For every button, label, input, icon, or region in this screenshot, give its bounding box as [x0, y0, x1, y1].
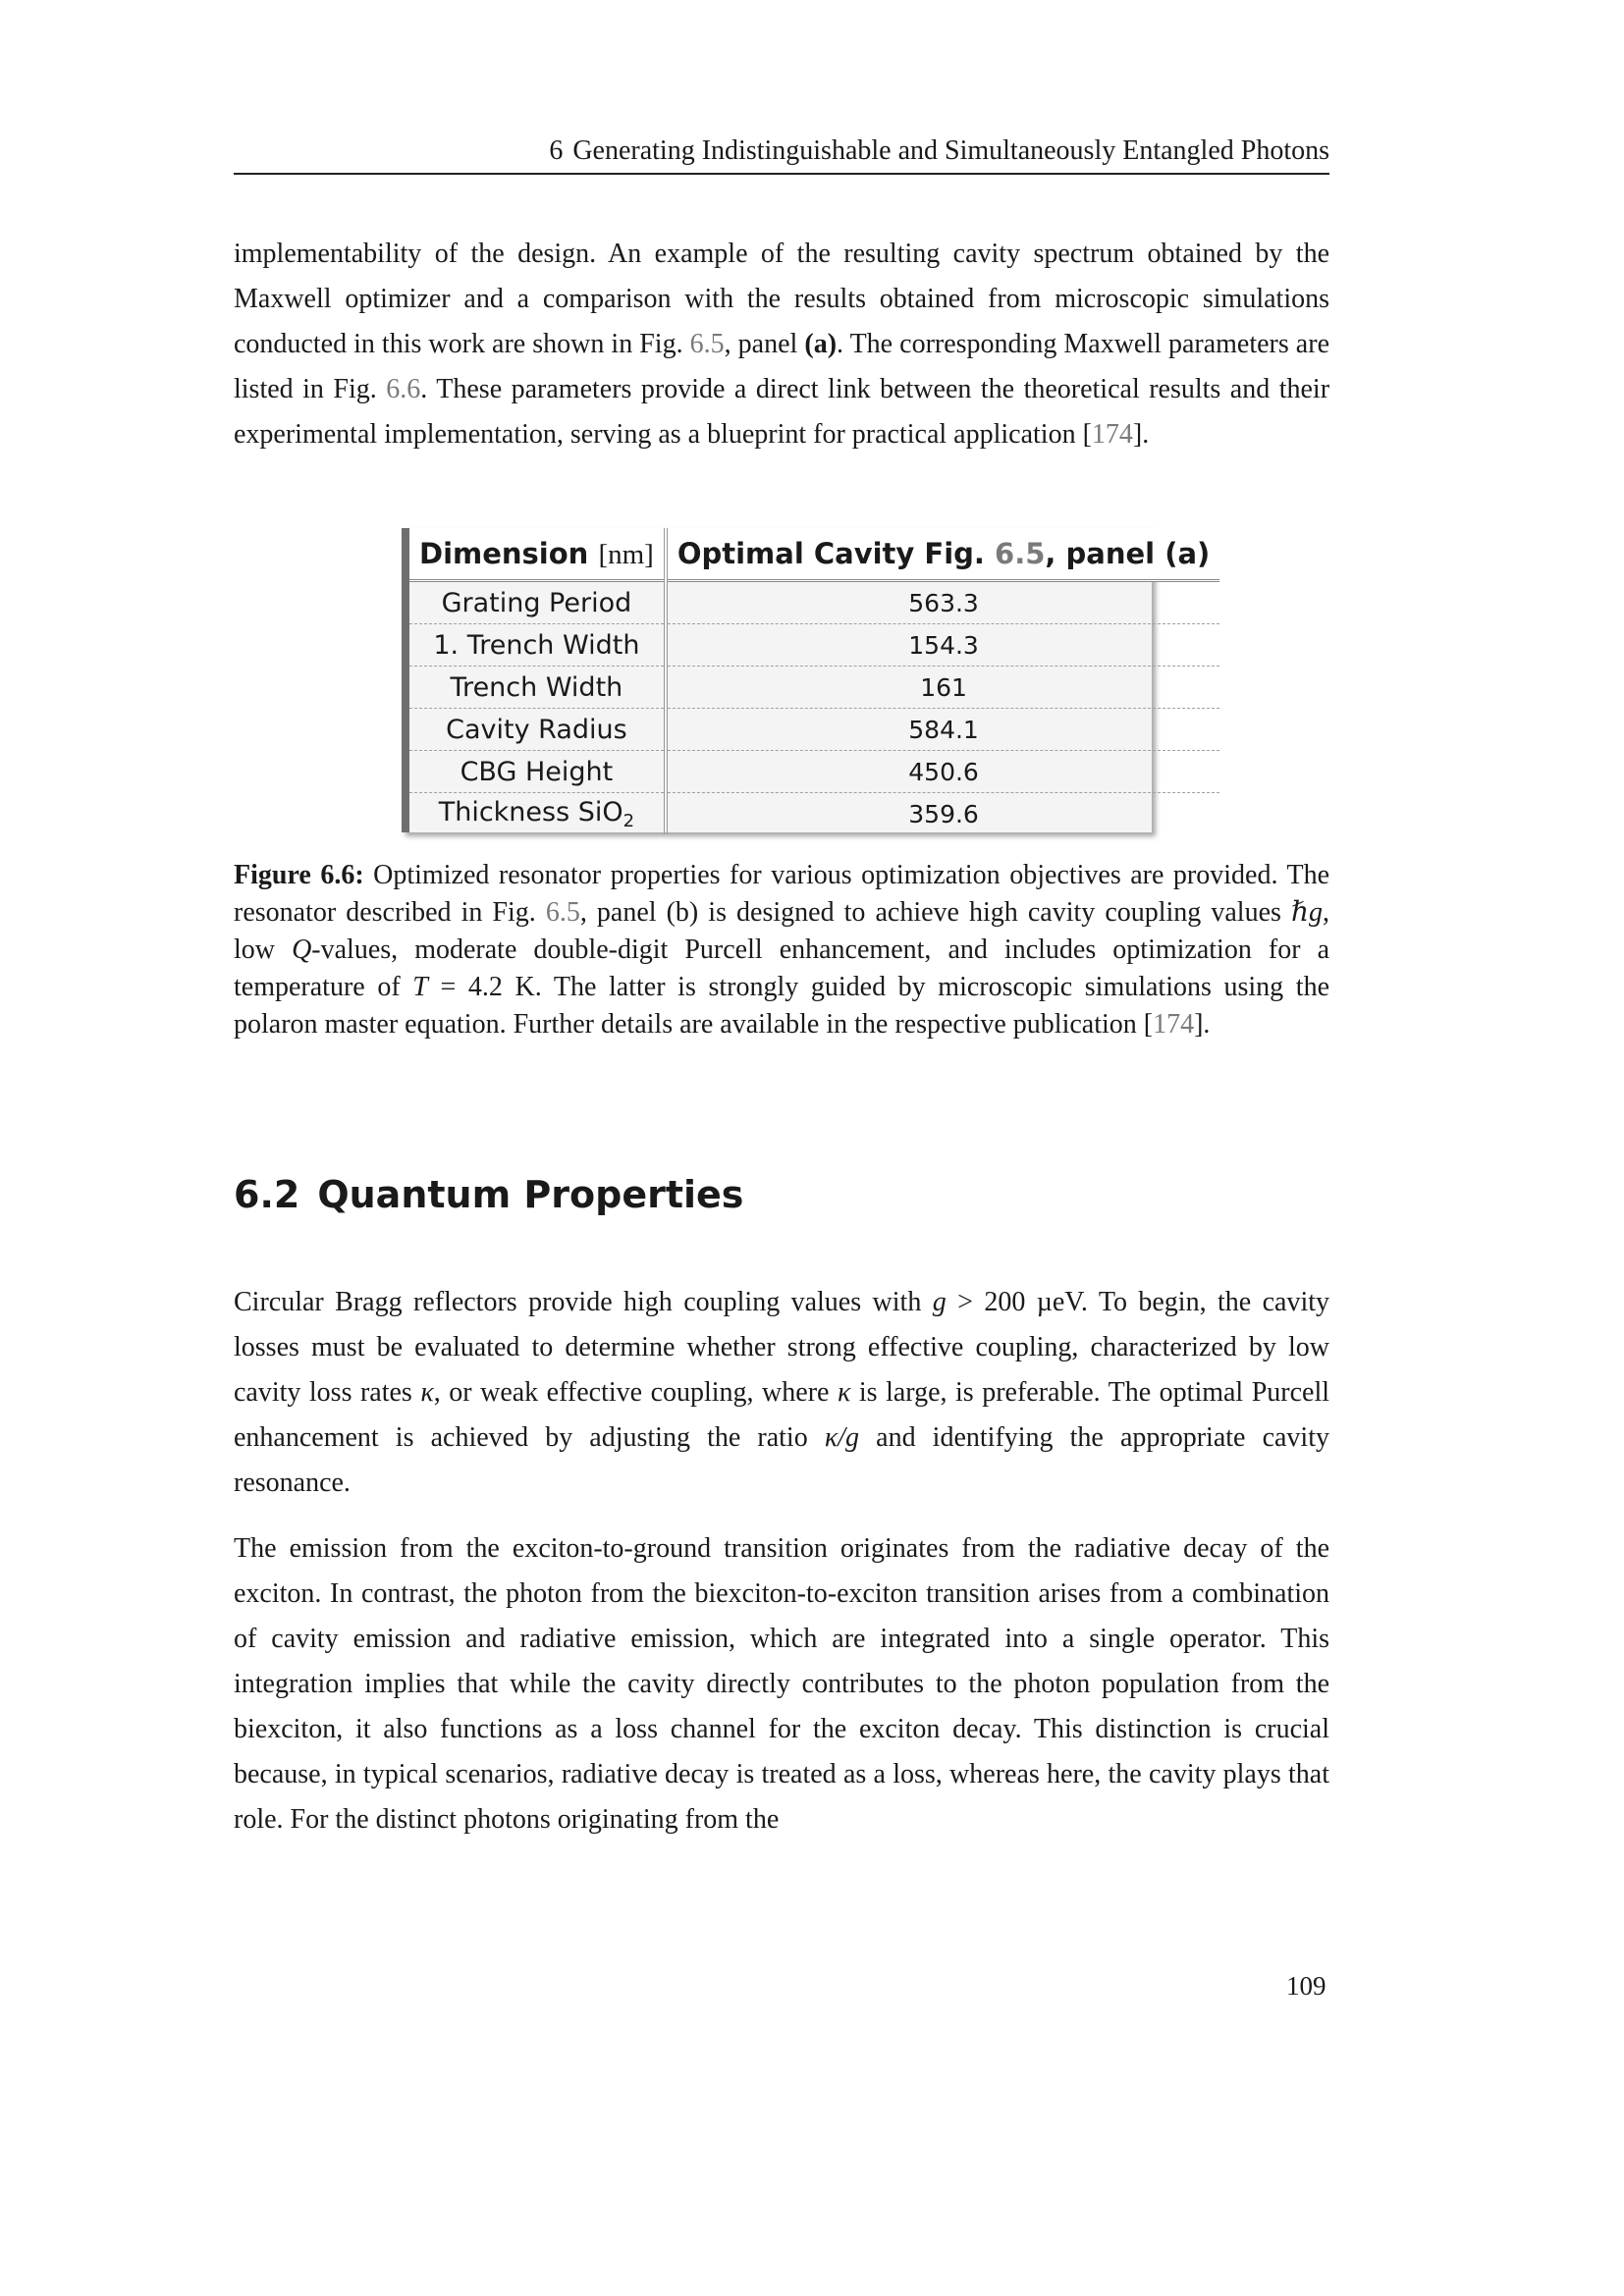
chapter-number: 6: [549, 135, 564, 166]
math-kappa: κ: [420, 1377, 434, 1408]
dimension-cell: CBG Height: [409, 751, 666, 793]
dimension-cell: Grating Period: [409, 581, 666, 624]
math-t: T: [412, 972, 428, 1002]
text-run: > 200 µeV. To begin, the cavity losses must be evaluated to determine whether strong effective coupling, characterized by low cavity loss rates: [234, 1287, 1330, 1408]
text-run: -values, moderate double-digit Purcell enhancement, and includes optimization for a temperature of: [234, 934, 1330, 1002]
table-header-dimension: Dimension [nm]: [409, 528, 666, 581]
text-run: implementability of the design. An example of the resulting cavity spectrum obtained by the Maxwell optimizer and a comparison with the results obtained from microscopic simulations conducted in this work are shown in Fig.: [234, 239, 1329, 359]
value-cell: 563.3: [666, 581, 1219, 624]
text-run: , panel (b) is designed to achieve high cavity coupling values: [579, 897, 1281, 928]
text-run: , panel: [724, 329, 798, 359]
table-row: [409, 751, 1219, 793]
value-cell: 450.6: [666, 751, 1219, 793]
table-header-optimal-cavity: Optimal Cavity Fig. 6.5, panel (a): [666, 528, 1219, 581]
figure-link[interactable]: 6.6: [386, 374, 421, 404]
dimension-cell: 1. Trench Width: [409, 624, 666, 667]
figure-link[interactable]: 6.5: [545, 897, 580, 928]
value-cell: 584.1: [666, 709, 1219, 751]
text-run: . The latter is strongly guided by microscopic simulations using the polaron master equation. Further details are available in the respective publication [: [234, 972, 1330, 1040]
figure-caption: [234, 857, 1329, 1043]
text-run: Circular Bragg reflectors provide high coupling values with: [234, 1287, 922, 1317]
value-cell: 154.3: [666, 624, 1219, 667]
dimension-cell: Thickness SiO$_2$: [409, 793, 666, 835]
parameters-table: [402, 528, 1211, 832]
page-number: 109: [1286, 1971, 1326, 2001]
math-q: Q: [292, 934, 312, 965]
text-run: is large, is preferable. The optimal Purcell enhancement is achieved by adjusting the ratio: [234, 1377, 1330, 1453]
citation-link[interactable]: 174: [1153, 1009, 1195, 1040]
citation-link[interactable]: 174: [1091, 419, 1133, 450]
text-run: , or weak effective coupling, where: [433, 1377, 830, 1408]
text-run: Optimized resonator properties for various optimization objectives are provided. The resonator described in Fig.: [234, 860, 1329, 928]
table-row: [409, 709, 1219, 751]
running-header: [234, 130, 1329, 175]
paragraph-bragg: [234, 1280, 1329, 1506]
text-run: , low: [234, 897, 1330, 965]
table-row: [409, 793, 1219, 835]
table-row: [409, 667, 1219, 709]
section-number: 6.2: [234, 1173, 300, 1216]
panel-label: (a): [804, 329, 838, 359]
text-run: . These parameters provide a direct link between the theoretical results and their experimental implementation, serving as a blueprint for practical application [: [234, 374, 1330, 450]
text-run: ].: [1132, 419, 1150, 450]
section-heading: [234, 1173, 743, 1216]
math-kappa: κ: [837, 1377, 851, 1408]
math-g: g: [932, 1287, 947, 1317]
table-row: [409, 581, 1219, 624]
figure-link[interactable]: 6.5: [689, 329, 725, 359]
paragraph-emission: The emission from the exciton-to-ground transition originates from the radiative decay of the exciton. In contrast, the photon from the biexciton-to-exciton transition arises from a combination of cavity emission and radiative emission, which are integrated into a single operator. This integration implies that while the cavity directly contributes to the photon population from the biexciton, it also functions as a loss channel for the exciton decay. This distinction is crucial because, in typical scenarios, radiative decay is treated as a loss, whereas here, the cavity plays that role. For the distinct photons originating from the: [234, 1533, 1329, 1835]
caption-label: Figure 6.6:: [234, 860, 364, 890]
chapter-title: Generating Indistinguishable and Simultaneously Entangled Photons: [572, 135, 1329, 166]
math-hbar-g: ℏg: [1290, 897, 1324, 928]
text-run: ].: [1194, 1009, 1211, 1040]
text-run: and identifying the appropriate cavity resonance.: [234, 1422, 1329, 1498]
value-cell: 359.6: [908, 799, 979, 828]
text-run: . The corresponding Maxwell parameters are listed in Fig.: [234, 329, 1329, 404]
dimension-cell: Trench Width: [409, 667, 666, 709]
value-cell: 161: [666, 667, 1219, 709]
table-row: [409, 624, 1219, 667]
math-ratio: κ/g: [824, 1422, 860, 1453]
paragraph-intro: [234, 232, 1329, 457]
dimension-cell: Cavity Radius: [409, 709, 666, 751]
section-title: Quantum Properties: [317, 1173, 744, 1216]
math-temperature: = 4.2 K: [440, 972, 535, 1002]
